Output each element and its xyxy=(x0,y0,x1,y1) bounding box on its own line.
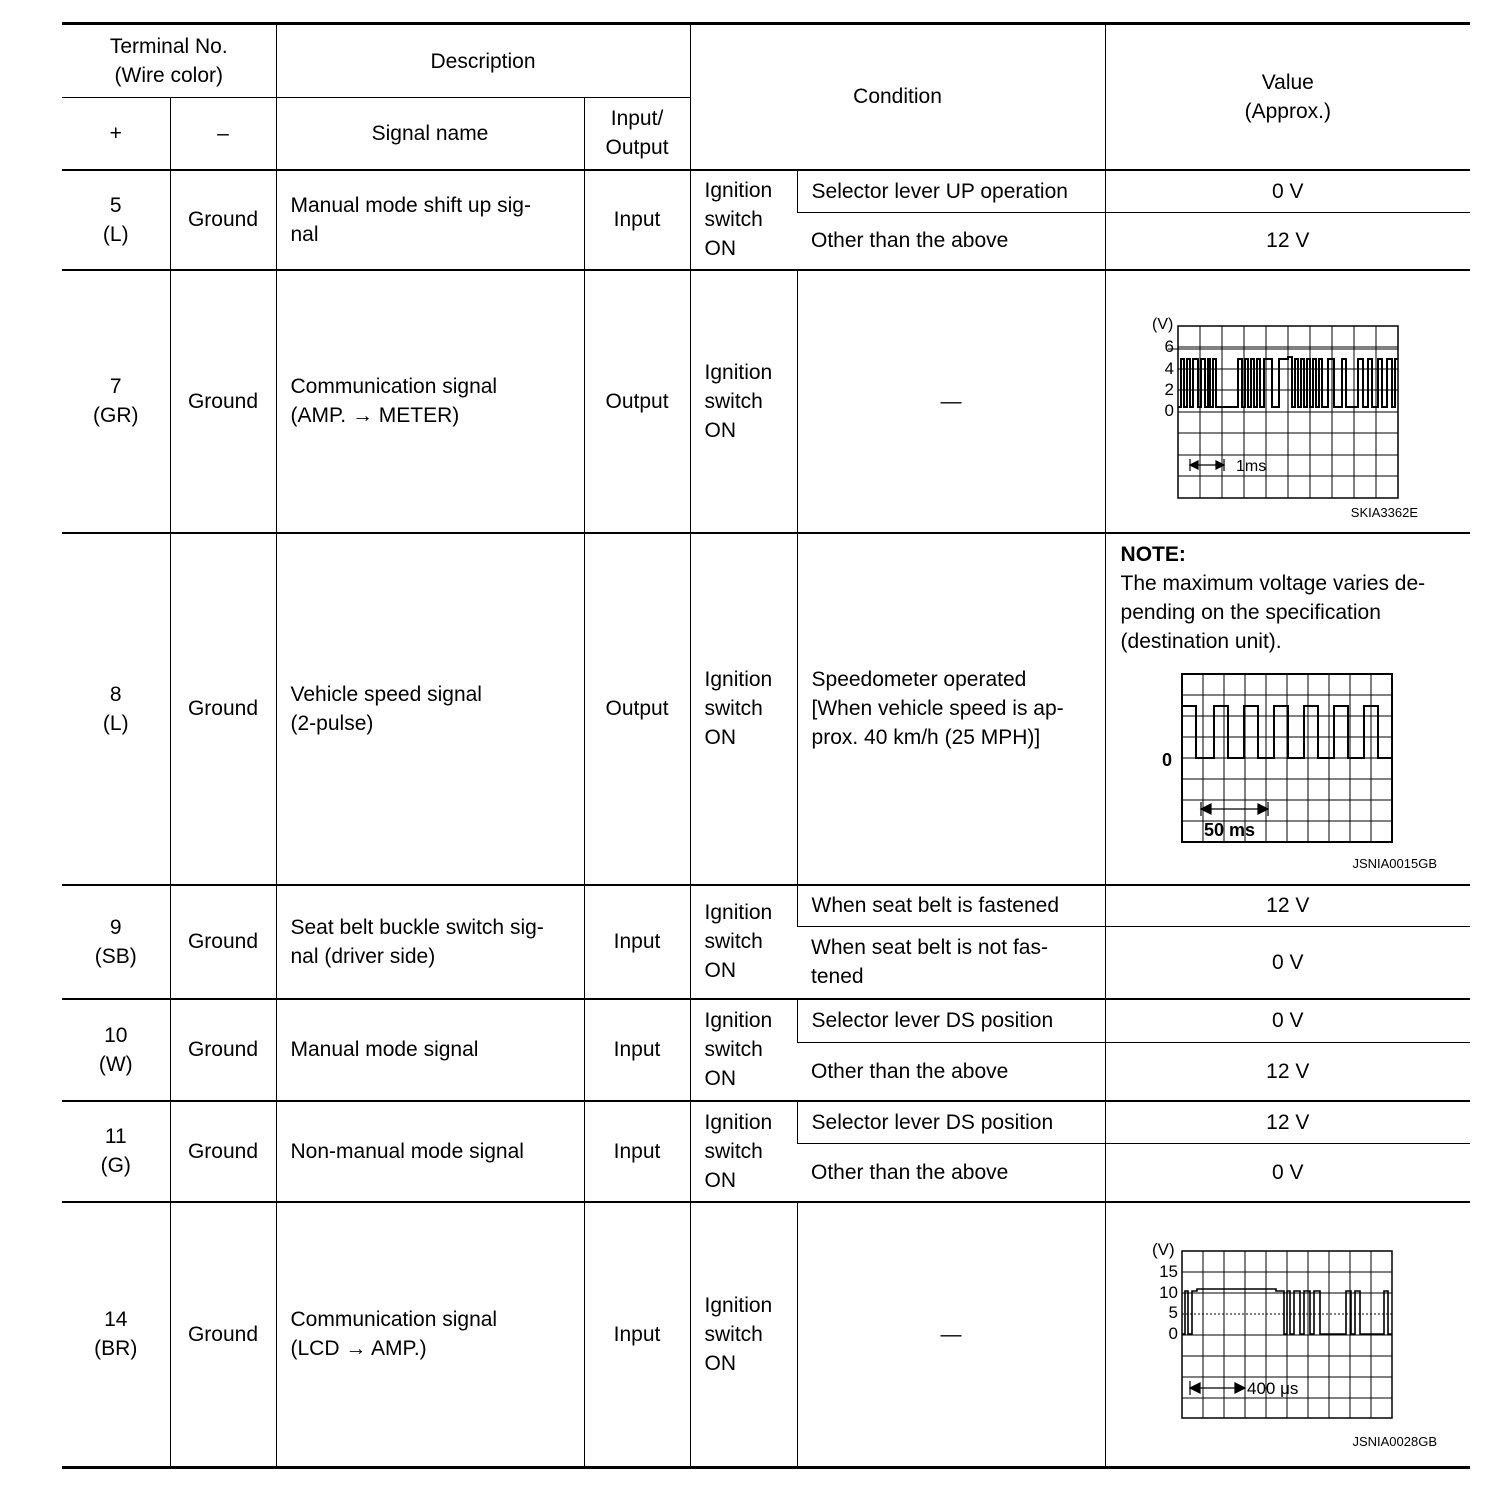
value-cell: 0 V xyxy=(1105,1144,1470,1202)
io-cell: Output xyxy=(584,270,690,533)
io-cell: Input xyxy=(584,1202,690,1468)
ground-cell: Ground xyxy=(170,999,276,1101)
terminal-cell: 11 (G) xyxy=(62,1101,170,1202)
condition-cell: Selector lever UP operation xyxy=(797,170,1105,213)
waveform-tick-label: 0 xyxy=(1168,1323,1178,1343)
waveform-comm-amp xyxy=(1106,1203,1471,1466)
waveform-tick-label: 4 xyxy=(1164,359,1174,378)
waveform-tick-label: 2 xyxy=(1164,380,1174,399)
waveform-tick-label: 15 xyxy=(1158,1261,1178,1281)
note-line: (destination unit). xyxy=(1120,629,1282,653)
terminal-table xyxy=(62,22,1470,1469)
waveform-time-label: 400 μs xyxy=(1246,1378,1298,1398)
waveform-tick-label: 6 xyxy=(1164,337,1174,356)
value-cell: 12 V xyxy=(1105,1101,1470,1144)
ignition-cell: Ignition switch ON xyxy=(690,533,797,885)
ignition-cell: Ignition switch ON xyxy=(690,999,797,1101)
value-cell: 0 V xyxy=(1105,999,1470,1043)
waveform-zero-label: 0 xyxy=(1161,749,1172,770)
terminal-cell: 10 (W) xyxy=(62,999,170,1101)
waveform-time-label: 1ms xyxy=(1235,458,1266,475)
terminal-cell: 14 (BR) xyxy=(62,1202,170,1468)
header-value: Value (Approx.) xyxy=(1105,24,1470,170)
waveform-cell xyxy=(1105,1202,1470,1468)
waveform-cell xyxy=(1105,270,1470,533)
value-cell: 12 V xyxy=(1105,885,1470,927)
ignition-cell: Ignition switch ON xyxy=(690,270,797,533)
header-plus: + xyxy=(62,98,170,170)
header-terminal-no: Terminal No. (Wire color) xyxy=(62,24,276,98)
ignition-cell: Ignition switch ON xyxy=(690,1202,797,1468)
condition-cell: — xyxy=(797,1202,1105,1468)
condition-cell: — xyxy=(797,270,1105,533)
waveform-unit-label: (V) xyxy=(1151,316,1173,333)
signal-cell: Manual mode signal xyxy=(276,999,584,1101)
condition-cell: Other than the above xyxy=(797,213,1105,270)
io-cell: Input xyxy=(584,1101,690,1202)
signal-cell: Non-manual mode signal xyxy=(276,1101,584,1202)
signal-cell: Seat belt buckle switch sig- nal (driver side) xyxy=(276,885,584,999)
signal-cell: Manual mode shift up sig- nal xyxy=(276,170,584,270)
value-cell: 0 V xyxy=(1105,170,1470,213)
signal-cell: Communication signal (AMP. → METER) xyxy=(276,270,584,533)
ignition-cell: Ignition switch ON xyxy=(690,885,797,999)
condition-cell: Selector lever DS position xyxy=(797,999,1105,1043)
note-line: pending on the specification xyxy=(1120,600,1381,624)
terminal-cell: 7 (GR) xyxy=(62,270,170,533)
value-cell: 0 V xyxy=(1105,927,1470,999)
io-cell: Input xyxy=(584,885,690,999)
ground-cell: Ground xyxy=(170,170,276,270)
waveform-tick-label: 0 xyxy=(1164,401,1174,420)
terminal-cell: 8 (L) xyxy=(62,533,170,885)
signal-cell: Communication signal (LCD → AMP.) xyxy=(276,1202,584,1468)
waveform-tick-label: 5 xyxy=(1168,1302,1178,1322)
io-cell: Input xyxy=(584,999,690,1101)
waveform-code: SKIA3362E xyxy=(1350,505,1418,520)
terminal-cell: 5 (L) xyxy=(62,170,170,270)
waveform-tick-label: 10 xyxy=(1158,1282,1178,1302)
condition-cell: Other than the above xyxy=(797,1043,1105,1101)
note-title: NOTE: xyxy=(1120,542,1186,566)
waveform-comm-meter xyxy=(1106,271,1471,531)
value-cell: 12 V xyxy=(1105,1043,1470,1101)
waveform-cell xyxy=(1105,533,1470,885)
condition-cell: When seat belt is not fas- tened xyxy=(797,927,1105,999)
header-signal-name: Signal name xyxy=(276,98,584,170)
ground-cell: Ground xyxy=(170,1101,276,1202)
waveform-time-label: 50 ms xyxy=(1203,819,1255,840)
ground-cell: Ground xyxy=(170,885,276,999)
io-cell: Output xyxy=(584,533,690,885)
condition-cell: Other than the above xyxy=(797,1144,1105,1202)
ground-cell: Ground xyxy=(170,533,276,885)
header-minus: – xyxy=(170,98,276,170)
ground-cell: Ground xyxy=(170,1202,276,1468)
note-line: The maximum voltage varies de- xyxy=(1120,571,1426,595)
ignition-cell: Ignition switch ON xyxy=(690,170,797,270)
waveform-code: JSNIA0028GB xyxy=(1351,1433,1437,1449)
terminal-cell: 9 (SB) xyxy=(62,885,170,999)
value-cell: 12 V xyxy=(1105,213,1470,270)
header-condition: Condition xyxy=(690,24,1105,170)
condition-cell: Selector lever DS position xyxy=(797,1101,1105,1144)
waveform-speed xyxy=(1106,534,1471,886)
signal-cell: Vehicle speed signal (2-pulse) xyxy=(276,533,584,885)
condition-cell: Speedometer operated [When vehicle speed is ap- prox. 40 km/h (25 MPH)] xyxy=(797,533,1105,885)
waveform-unit-label: (V) xyxy=(1151,1239,1175,1259)
waveform-code: JSNIA0015GB xyxy=(1351,855,1437,871)
header-description: Description xyxy=(276,24,690,98)
ground-cell: Ground xyxy=(170,270,276,533)
io-cell: Input xyxy=(584,170,690,270)
header-input-output: Input/ Output xyxy=(584,98,690,170)
ignition-cell: Ignition switch ON xyxy=(690,1101,797,1202)
condition-cell: When seat belt is fastened xyxy=(797,885,1105,927)
